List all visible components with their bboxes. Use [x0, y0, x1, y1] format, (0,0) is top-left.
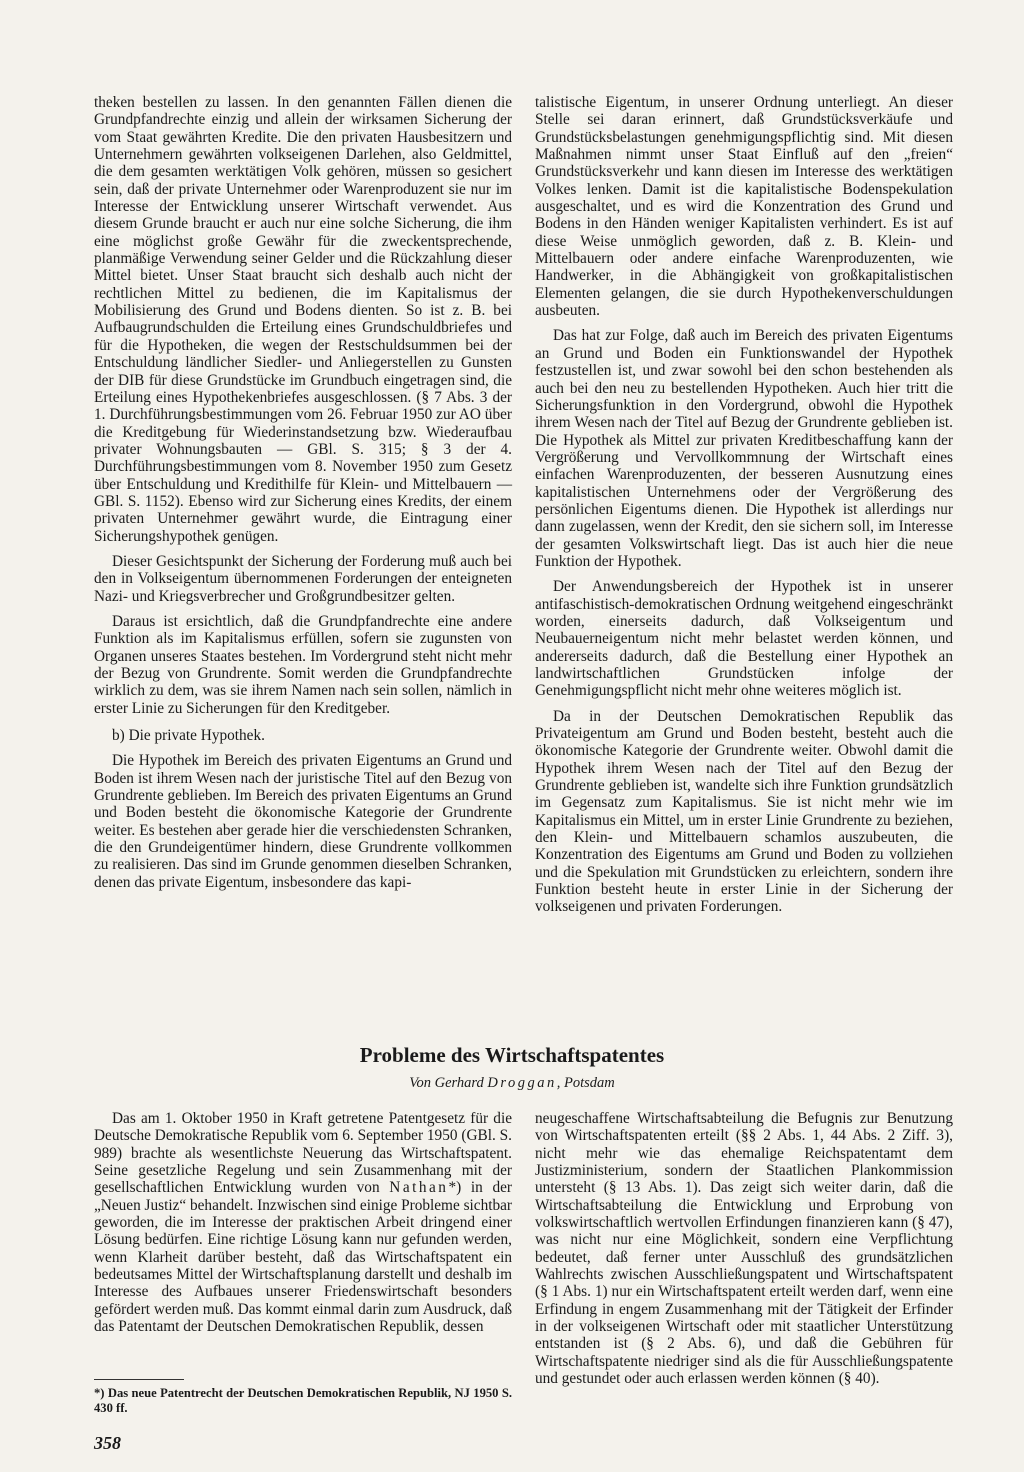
footnote-divider	[94, 1379, 184, 1380]
column-top-right	[535, 94, 953, 924]
byline-suffix: , Potsdam	[556, 1075, 615, 1091]
paragraph: Das hat zur Folge, daß auch im Bereich des privaten Eigentums an Grund und Boden ein Funktionswandel der Hypothek festzustellen ist, und zwar sowohl bei den schon bestehenden als auch bei den neu zu bestellenden Hypotheken. Auch hier tritt die Sicherungsfunktion in den Vordergrund, obwohl die Hypothek ihrem Wesen nach der Titel auf Bezug der Grundrente geblieben ist. Die Hypothek als Mittel zur privaten Kreditbeschaffung kann der Vergrößerung und Vervollkommnung der Wirtschaft eines einfachen Warenproduzenten, der besseren Ausnutzung eines kapitalistischen Unternehmens oder der Vergrößerung des persönlichen Eigentums dienen. Die Hypothek ist allerdings nur dann zugelassen, wenn der Kredit, den sie sichern soll, im Interesse der gesamten Volkswirtschaft liegt. Das ist auch hier die neue Funktion der Hypothek.	[535, 327, 953, 570]
paragraph: Der Anwendungsbereich der Hypothek ist in unserer antifaschistisch-demokratischen Ordnung weitgehend eingeschränkt worden, einerseits dadurch, daß Volkseigentum und Neubauerneigentum nicht mehr belastet werden können, und andererseits dadurch, daß die Bestellung einer Hypothek an landwirtschaftlichen Grundstücken infolge der Genehmigungspflicht nicht mehr ohne weiteres möglich ist.	[535, 578, 953, 700]
paragraph: Da in der Deutschen Demokratischen Republik das Privateigentum am Grund und Boden besteht, besteht auch die ökonomische Kategorie der Grundrente weiter. Obwohl damit die Hypothek ihrem Wesen nach der Titel auf den Bezug der Grundrente geblieben ist, wandelte sich ihre Funktion grundsätzlich im Gegensatz zum Kapitalismus. Sie ist nicht mehr wie im Kapitalismus ein Mittel, um in erster Linie Grundrente zu beziehen, den Klein- und Mittelbauern schamlos auszubeuten, die Konzentration des Eigentums am Grund und Boden zu vollziehen und die Spekulation mit Grundstücken zu erleichtern, sondern ihre Funktion besteht heute in erster Linie in der Sicherung der volkseigenen und privaten Forderungen.	[535, 707, 953, 916]
paragraph: Dieser Gesichtspunkt der Sicherung der Forderung muß auch bei den in Volkseigentum übernommenen Forderungen der enteigneten Nazi- und Kriegsverbrecher und Großgrundbesitzer gelten.	[94, 552, 512, 605]
text-run: Das am 1. Oktober 1950 in Kraft getretene Patentgesetz für die Deutsche Demokratische Republik vom 6. September 1950 (GBl. S. 989) brachte als wesentlichste Neuerung das Wirtschaftspatent. Seine gesetzliche Regelung und sein Zusammenhang mit der gesellschaftlichen Entwicklung wurden von	[94, 1110, 512, 1197]
byline-author: Droggan	[487, 1075, 557, 1091]
cited-author: Nathan	[389, 1179, 449, 1197]
byline-prefix: Von Gerhard	[409, 1075, 488, 1091]
paragraph: Die Hypothek im Bereich des privaten Eigentums an Grund und Boden ist ihrem Wesen nach der juristische Titel auf den Bezug von Grundrente geblieben. Im Bereich des privaten Eigentums an Grund und Boden besteht die ökonomische Kategorie der Grundrente weiter. Es bestehen aber gerade hier die verschiedensten Schranken, die den Grundeigentümer hindern, diese Grundrente vollkommen zu realisieren. Das sind im Grunde genommen dieselben Schranken, denen das private Eigentum, insbesondere das kapi-	[94, 752, 512, 891]
article-column-left	[94, 1110, 512, 1343]
section-subheading: b) Die private Hypothek.	[112, 727, 265, 745]
article-title: Probleme des Wirtschaftspatentes	[359, 1043, 665, 1067]
paragraph: theken bestellen zu lassen. In den genannten Fällen dienen die Grundpfandrechte einzig und allein der wirksamen Sicherung der vom Staat gewährten Kredite. Die den privaten Hausbesitzern und Unternehmern gewährten volkseigenen Darlehen, also Geldmittel, die dem gesamten werktätigen Volk gehören, müssen so gesichert sein, daß der private Unternehmer oder Warenproduzent sie nur im Interesse der Entwicklung unserer Wirtschaft verwendet. Aus diesem Grunde braucht er auch nur eine solche Sicherung, die ihm eine möglichst große Gewähr für die zweckentsprechende, planmäßige Verwendung seiner Gelder und die Rückzahlung dieser Mittel bietet. Unser Staat braucht sich deshalb auch nicht der rechtlichen Mittel zu bedienen, die im Kapitalismus der Mobilisierung des Grund und Bodens dienten. So ist z. B. bei Aufbaugrundschulden die Erteilung eines Grundschuldbriefes und für die Hypotheken, die wegen der Restschuldsummen bei der Entschuldung ländlicher Siedler- und Anliegerstellen zu Gunsten der DIB für diese Grundstücke im Grundbuch eingetragen sind, die Erteilung eines Hypothekenbriefes ausgeschlossen. (§ 7 Abs. 3 der 1. Durchführungsbestimmungen vom 26. Februar 1950 zur AO über die Kreditgebung für Wiederinstandsetzung bzw. Wiederaufbau privater Wohnungsbauten — GBl. S. 315; § 3 der 4. Durchführungsbestimmungen vom 8. November 1950 zum Gesetz über Entschuldung und Kredithilfe für Klein- und Mittelbauern — GBl. S. 1152). Ebenso wird zur Sicherung eines Kredits, der einem privaten Unternehmer gewährt wurde, die Eintragung einer Sicherungshypothek genügen.	[94, 94, 512, 545]
paragraph: Daraus ist ersichtlich, daß die Grundpfandrechte eine andere Funktion als im Kapitalismus erfüllen, sofern sie zugunsten von Organen unseres Staates bestehen. Im Vordergrund steht nicht mehr der Bezug von Grundrente. Somit werden die Grundpfandrechte wirklich zu dem, was sie ihrem Namen nach sein sollen, nämlich in erster Linie zu Sicherungen für den Kreditgeber.	[94, 612, 512, 717]
footnote: *) Das neue Patentrecht der Deutschen Demokratischen Republik, NJ 1950 S. 430 ff.	[94, 1386, 512, 1415]
article-column-right	[535, 1110, 953, 1396]
paragraph: neugeschaffene Wirtschaftsabteilung die Befugnis zur Benutzung von Wirtschaftspatenten erteilt (§§ 2 Abs. 1, 44 Abs. 2 Ziff. 3), nicht mehr wie das ehemalige Reichspatentamt dem Justizministerium, sondern der Staatlichen Plankommission untersteht (§ 13 Abs. 1). Das zeigt sich weiter darin, daß die Wirtschaftsabteilung die Entwicklung und Erprobung von volkswirtschaftlich wertvollen Erfindungen finanzieren kann (§ 47), was nicht nur eine Möglichkeit, sondern eine Verpflichtung bedeutet, daß ferner unter Ausschluß des grundsätzlichen Wahlrechts zwischen Ausschließungspatent und Wirtschaftspatent (§ 1 Abs. 1) nur ein Wirtschaftspatent erteilt werden darf, wenn eine Erfindung in engem Zusammenhang mit der Tätigkeit der Erfinder in der volkseigenen Wirtschaft oder mit staatlicher Unterstützung entstanden ist (§ 2 Abs. 6), und daß die Gebühren für Wirtschaftspatente niedriger sind als die für Ausschließungspatente und gestundet oder auch erlassen werden können (§ 40).	[535, 1110, 953, 1388]
paragraph: talistische Eigentum, in unserer Ordnung unterliegt. An dieser Stelle sei daran erinnert, daß Grundstücksverkäufe und Grundstücksbelastungen genehmigungspflichtig sind. Mit diesen Maßnahmen nimmt unser Staat Einfluß auf den „freien“ Grundstücksverkehr und kann diesen im Interesse des werktätigen Volkes lenken. Damit ist die kapitalistische Bodenspekulation ausgeschaltet, und es wird die Konzentration des Grund und Bodens in den Händen weniger Kapitalisten verhindert. Es ist auf diese Weise unmöglich geworden, daß z. B. Klein- und Mittelbauern oder andere einfache Warenproduzenten, wie Handwerker, in die Abhängigkeit von großkapitalistischen Elementen gelangen, die sie durch Hypothekenverschuldungen ausbeuten.	[535, 94, 953, 320]
text-run: *) in der „Neuen Justiz“ behandelt. Inzwischen sind einige Probleme sichtbar geworden, die im Interesse der praktischen Arbeit dringend einer Lösung bedürfen. Eine richtige Lösung kann nur gefunden werden, wenn Klarheit darüber besteht, daß das Wirtschaftspatent ein bedeutsames Mittel der Wirtschaftsplanung darstellt und deshalb im Interesse des Aufbaues unserer Friedenswirtschaft besonders gefördert werden muß. Das kommt einmal darin zum Ausdruck, daß das Patentamt der Deutschen Demokratischen Republik, dessen	[94, 1179, 512, 1336]
paragraph	[94, 1110, 512, 1335]
article-byline	[0, 1075, 1024, 1092]
column-top-left	[94, 94, 512, 899]
page-number: 358	[94, 1433, 121, 1453]
